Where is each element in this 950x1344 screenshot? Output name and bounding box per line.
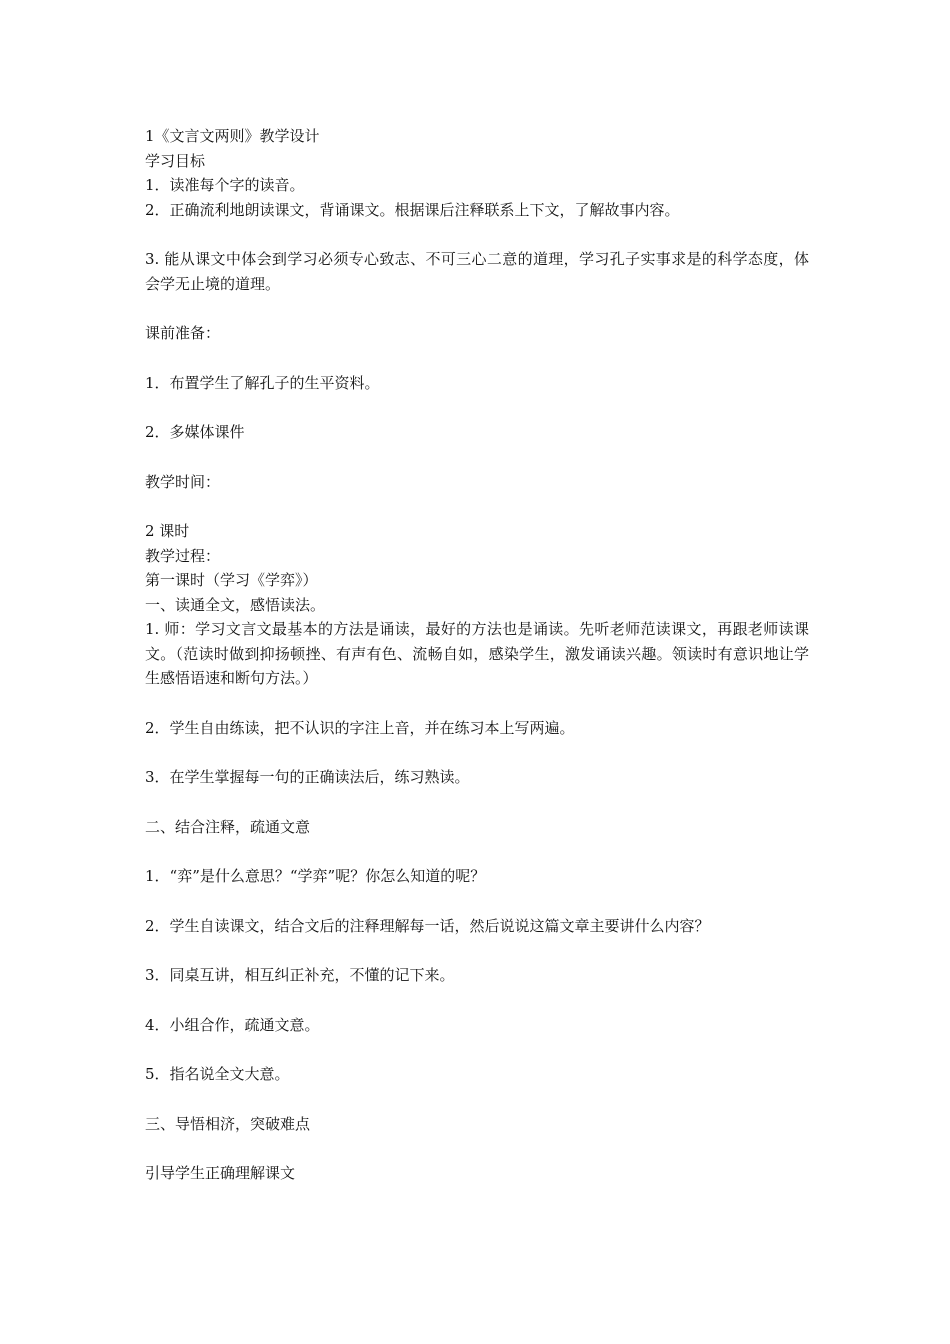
goals-heading: 学习目标 — [145, 151, 206, 170]
section-2-item-2: 2．学生自读课文，结合文后的注释理解每一话，然后说说这篇文章主要讲什么内容？ — [145, 916, 710, 935]
section-3-heading: 三、导悟相济，突破难点 — [145, 1114, 311, 1133]
spacer — [145, 938, 809, 963]
section-1-item-1: 1. 师：学习文言文最基本的方法是诵读，最好的方法也是诵读。先听老师范读课文，再跟老师读课文。（范读时做到抑扬顿挫、有声有色、流畅自如，感染学生，激发诵读兴趣。领读时有意识地让学生感悟语速和断句方法。） — [145, 620, 809, 687]
goal-item-2: 2．正确流利地朗读课文，背诵课文。根据课后注释联系上下文，了解故事内容。 — [145, 200, 680, 219]
spacer — [145, 691, 809, 716]
process-heading: 教学过程： — [145, 546, 221, 565]
spacer — [145, 790, 809, 815]
lesson-1-heading: 第一课时（学习《学弈》） — [145, 571, 318, 589]
time-value: 2 课时 — [145, 522, 190, 540]
section-2-item-1: 1．“弈”是什么意思？“学弈”呢？你怎么知道的呢？ — [145, 867, 486, 885]
section-2-heading: 二、结合注释，疏通文意 — [145, 817, 311, 836]
spacer — [145, 839, 809, 864]
spacer — [145, 296, 809, 321]
section-2-item-3: 3．同桌互讲，相互纠正补充，不懂的记下来。 — [145, 966, 455, 984]
spacer — [145, 1136, 809, 1161]
spacer — [145, 1037, 809, 1062]
section-1-item-3: 3．在学生掌握每一句的正确读法后，练习熟读。 — [145, 768, 470, 786]
section-1-heading: 一、读通全文，感悟读法。 — [145, 595, 326, 614]
time-heading: 教学时间： — [145, 472, 221, 491]
spacer — [145, 889, 809, 914]
section-3-text: 引导学生正确理解课文 — [145, 1164, 296, 1182]
spacer — [145, 395, 809, 420]
prep-item-2: 2．多媒体课件 — [145, 423, 245, 441]
spacer — [145, 346, 809, 371]
section-2-item-5: 5．指名说全文大意。 — [145, 1065, 290, 1083]
document-title: 1《文言文两则》教学设计 — [145, 127, 320, 145]
document-page — [145, 124, 809, 1186]
spacer — [145, 1087, 809, 1112]
spacer — [145, 222, 809, 247]
goal-item-1: 1．读准每个字的读音。 — [145, 176, 305, 194]
spacer — [145, 445, 809, 470]
prep-heading: 课前准备： — [145, 324, 221, 342]
section-2-item-4: 4．小组合作，疏通文意。 — [145, 1015, 320, 1034]
spacer — [145, 988, 809, 1013]
spacer — [145, 740, 809, 765]
spacer — [145, 494, 809, 519]
goal-item-3: 3. 能从课文中体会到学习必须专心致志、不可三心二意的道理，学习孔子实事求是的科学态度，体会学无止境的道理。 — [145, 250, 809, 293]
section-1-item-2: 2．学生自由练读，把不认识的字注上音，并在练习本上写两遍。 — [145, 718, 575, 737]
prep-item-1: 1．布置学生了解孔子的生平资料。 — [145, 373, 380, 392]
